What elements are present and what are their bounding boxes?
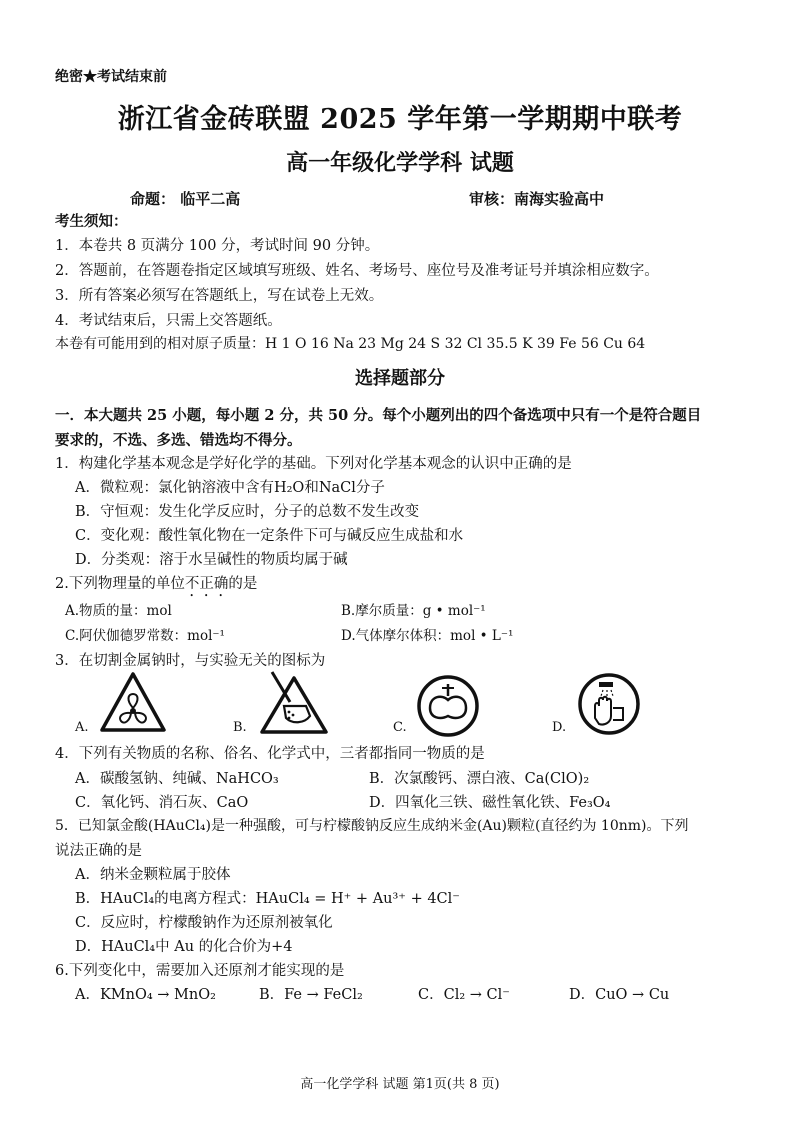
q2-stem-part: 2.下列物理量的单位	[55, 576, 185, 592]
q3-stem: 3．在切割金属钠时，与实验无关的图标为	[55, 653, 326, 669]
atomic-masses: 本卷有可能用到的相对原子质量：H 1 O 16 Na 23 Mg 24 S 32 Cl 35.5 K 39 Fe 56 Cu 64	[55, 336, 646, 352]
page-footer: 高一化学学科 试题 第1页(共 8 页)	[300, 1077, 500, 1092]
q5-option-c: C．反应时，柠檬酸钠作为还原剂被氧化	[75, 915, 333, 931]
sharp-object-warning-icon	[258, 668, 330, 736]
part1-instruction: 要求的，不选、多选、错选均不得分。	[55, 432, 302, 449]
wash-hands-icon	[577, 672, 641, 736]
exam-subtitle: 高一年级化学学科 试题	[286, 150, 514, 176]
section-title: 选择题部分	[355, 368, 445, 389]
q3-label-c: C.	[393, 720, 407, 735]
notice-item: 2．答题前，在答题卷指定区域填写班级、姓名、考场号、座位号及准考证号并填涂相应数字。	[55, 263, 659, 279]
q5-option-d: D．HAuCl₄中 Au 的化合价为+4	[75, 939, 293, 955]
part1-instruction: 一．本大题共 25 小题，每小题 2 分，共 50 分。每个小题列出的四个备选项中只有一个是符合题目	[55, 407, 702, 424]
q3-label-a: A.	[75, 720, 89, 735]
hot-surface-icon	[416, 674, 480, 738]
notice-item: 1．本卷共 8 页满分 100 分，考试时间 90 分钟。	[55, 238, 380, 254]
q5-option-a: A．纳米金颗粒属于胶体	[75, 867, 231, 883]
q4-option-c: C．氧化钙、消石灰、CaO	[75, 795, 249, 811]
q2-option-a: A.物质的量：mol	[65, 603, 172, 619]
q5-stem: 说法正确的是	[55, 843, 142, 859]
q2-stem-emphasis: 不正确	[184, 576, 229, 592]
q3-label-d: D.	[552, 720, 567, 735]
q6-option-d: D．CuO → Cu	[569, 987, 670, 1003]
q4-stem: 4．下列有关物质的名称、俗名、化学式中，三者都指同一物质的是	[55, 746, 485, 762]
q2-option-d: D.气体摩尔体积：mol • L⁻¹	[341, 628, 514, 644]
q1-option-c: C．变化观：酸性氧化物在一定条件下可与碱反应生成盐和水	[75, 528, 464, 544]
author-line: 命题： 临平二高	[130, 190, 241, 208]
q1-stem: 1．构建化学基本观念是学好化学的基础。下列对化学基本观念的认识中正确的是	[55, 456, 572, 472]
q4-option-b: B．次氯酸钙、漂白液、Ca(ClO)₂	[369, 771, 590, 787]
q3-label-b: B.	[233, 720, 247, 735]
q6-option-a: A．KMnO₄ → MnO₂	[75, 987, 216, 1003]
notice-item: 3．所有答案必须写在答题纸上，写在试卷上无效。	[55, 288, 384, 304]
q1-option-d: D．分类观：溶于水呈碱性的物质均属于碱	[75, 552, 348, 568]
notice-heading: 考生须知：	[55, 213, 128, 230]
q6-option-c: C．Cl₂ → Cl⁻	[418, 987, 510, 1003]
notice-item: 4．考试结束后，只需上交答题纸。	[55, 313, 282, 329]
fan-warning-icon	[98, 670, 168, 734]
confidential-label: 绝密★考试结束前	[55, 69, 167, 85]
q6-option-b: B．Fe → FeCl₂	[259, 987, 363, 1003]
exam-title: 浙江省金砖联盟 2025 学年第一学期期中联考	[117, 104, 683, 135]
reviewer-line: 审核：南海实验高中	[469, 190, 605, 208]
q2-stem-part: 的是	[228, 576, 258, 592]
q2-option-c: C.阿伏伽德罗常数：mol⁻¹	[65, 628, 225, 644]
q4-option-a: A．碳酸氢钠、纯碱、NaHCO₃	[75, 771, 279, 787]
q1-option-a: A．微粒观：氯化钠溶液中含有H₂O和NaCl分子	[75, 480, 385, 496]
q5-stem: 5．已知氯金酸(HAuCl₄)是一种强酸，可与柠檬酸钠反应生成纳米金(Au)颗粒(直径约为 10nm)。下列	[55, 818, 689, 834]
q6-stem: 6.下列变化中，需要加入还原剂才能实现的是	[55, 963, 345, 979]
q2-option-b: B.摩尔质量：g • mol⁻¹	[341, 603, 486, 619]
q2-stem	[55, 572, 257, 600]
q5-option-b: B．HAuCl₄的电离方程式：HAuCl₄ = H⁺ + Au³⁺ + 4Cl⁻	[75, 891, 460, 907]
q1-option-b: B．守恒观：发生化学反应时，分子的总数不发生改变	[75, 504, 420, 520]
q4-option-d: D．四氧化三铁、磁性氧化铁、Fe₃O₄	[369, 795, 611, 811]
